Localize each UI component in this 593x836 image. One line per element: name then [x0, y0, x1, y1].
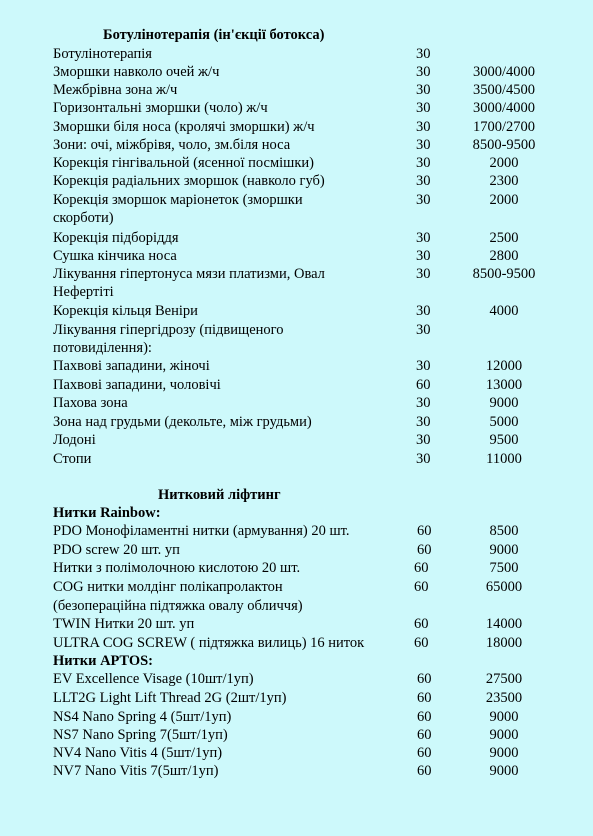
service-name: NS7 Nano Spring 7(5шт/1уп)	[53, 727, 228, 743]
service-name: Лікування гіпертонуса мязи платизми, Овал Нефертіті	[53, 266, 325, 300]
duration-minutes: 60	[416, 377, 431, 393]
service-name: Стопи	[53, 451, 92, 467]
duration-minutes: 30	[416, 46, 431, 62]
service-name: EV Excellence Visage (10шт/1уп)	[53, 671, 254, 687]
duration-minutes: 30	[416, 64, 431, 80]
service-price: 12000	[485, 358, 523, 374]
duration-minutes: 60	[417, 727, 432, 743]
service-name: NV4 Nano Vitis 4 (5шт/1уп)	[53, 745, 223, 761]
service-price: 8500	[489, 523, 519, 539]
service-name: ULTRA COG SCREW ( підтяжка вилиць) 16 ниток	[53, 635, 365, 651]
service-price: 3000/4000	[472, 64, 536, 80]
service-name: Ботулінотерапія	[53, 46, 152, 62]
duration-minutes: 60	[414, 579, 429, 595]
threads-section-title: Нитковий ліфтинг	[158, 487, 281, 503]
service-name: Пахвові западини, жіночі	[53, 358, 210, 374]
service-price: 9500	[489, 432, 519, 448]
service-name: Пахвові западини, чоловічі	[53, 377, 221, 393]
duration-minutes: 60	[414, 560, 429, 576]
duration-minutes: 30	[416, 82, 431, 98]
service-price: 9000	[489, 709, 519, 725]
duration-minutes: 30	[416, 155, 431, 171]
duration-minutes: 60	[417, 709, 432, 725]
service-name: Межбрівна зона ж/ч	[53, 82, 178, 98]
duration-minutes: 30	[416, 322, 431, 338]
service-price: 7500	[489, 560, 519, 576]
duration-minutes: 30	[416, 192, 431, 208]
service-name: Горизонтальні зморшки (чоло) ж/ч	[53, 100, 268, 116]
service-price: 8500-9500	[472, 137, 536, 153]
service-name: NS4 Nano Spring 4 (5шт/1уп)	[53, 709, 232, 725]
duration-minutes: 30	[416, 303, 431, 319]
service-name: Корекція радіальних зморшок (навколо губ)	[53, 173, 325, 189]
botox-section-title: Ботулінотерапія (ін'єкції ботокса)	[103, 27, 325, 43]
service-name: TWIN Нитки 20 шт. уп	[53, 616, 195, 632]
service-name: Корекція гінгівальной (ясенної посмішки)	[53, 155, 314, 171]
rainbow-subheading: Нитки Rainbow:	[53, 505, 161, 521]
duration-minutes: 30	[416, 414, 431, 430]
service-name: Сушка кінчика носа	[53, 248, 177, 264]
service-price: 14000	[485, 616, 523, 632]
service-name: Корекція кільця Венiри	[53, 303, 198, 319]
duration-minutes: 30	[416, 100, 431, 116]
service-price: 3500/4500	[472, 82, 536, 98]
cog-note: (безопераційна підтяжка овалу обличчя)	[53, 598, 303, 614]
service-price: 2500	[489, 230, 519, 246]
service-price: 3000/4000	[472, 100, 536, 116]
service-price: 9000	[489, 727, 519, 743]
duration-minutes: 30	[416, 230, 431, 246]
aptos-subheading: Нитки APTOS:	[53, 653, 153, 669]
service-price: 9000	[489, 745, 519, 761]
service-name: Нитки з полімолочною кислотою 20 шт.	[53, 560, 301, 576]
duration-minutes: 30	[416, 358, 431, 374]
service-name: PDO screw 20 шт. уп	[53, 542, 180, 558]
service-name: NV7 Nano Vitis 7(5шт/1уп)	[53, 763, 219, 779]
service-price: 18000	[485, 635, 523, 651]
duration-minutes: 30	[416, 266, 431, 282]
duration-minutes: 60	[414, 635, 429, 651]
service-name: Зони: очі, міжбрівя, чоло, зм.біля носа	[53, 137, 291, 153]
service-name: Пахова зона	[53, 395, 128, 411]
service-price: 2800	[489, 248, 519, 264]
service-name: Зона над грудьми (декольте, між грудьми)	[53, 414, 312, 430]
service-price: 13000	[485, 377, 523, 393]
duration-minutes: 30	[416, 137, 431, 153]
service-price: 1700/2700	[472, 119, 536, 135]
service-price: 4000	[489, 303, 519, 319]
duration-minutes: 30	[416, 432, 431, 448]
service-price: 2300	[489, 173, 519, 189]
service-price: 9000	[489, 763, 519, 779]
service-price: 11000	[486, 451, 522, 467]
duration-minutes: 60	[417, 690, 432, 706]
service-name: LLT2G Light Lift Thread 2G (2шт/1уп)	[53, 690, 287, 706]
service-name: Зморшки біля носа (кролячі зморшки) ж/ч	[53, 119, 315, 135]
service-name: Зморшки навколо очей ж/ч	[53, 64, 220, 80]
duration-minutes: 30	[416, 395, 431, 411]
duration-minutes: 30	[416, 173, 431, 189]
duration-minutes: 30	[416, 451, 431, 467]
service-name: Корекція зморшок маріонеток (зморшки скорботи)	[53, 192, 303, 226]
duration-minutes: 60	[417, 763, 432, 779]
service-price: 2000	[489, 155, 519, 171]
service-price: 65000	[485, 579, 523, 595]
service-price: 27500	[485, 671, 523, 687]
duration-minutes: 30	[416, 119, 431, 135]
service-name: Корекція підборіддя	[53, 230, 179, 246]
service-price: 23500	[485, 690, 523, 706]
service-name: PDO Монофіламентні нитки (армування) 20 шт.	[53, 523, 350, 539]
service-price: 5000	[489, 414, 519, 430]
duration-minutes: 30	[416, 248, 431, 264]
service-price: 2000	[489, 192, 519, 208]
service-name: Лодоні	[53, 432, 96, 448]
duration-minutes: 60	[417, 542, 432, 558]
service-price: 8500-9500	[472, 266, 536, 282]
service-name: COG нитки молдінг полікапролактон	[53, 579, 283, 595]
duration-minutes: 60	[417, 745, 432, 761]
service-name: Лікування гіпергідрозу (підвищеного потовиділення):	[53, 322, 284, 356]
duration-minutes: 60	[414, 616, 429, 632]
duration-minutes: 60	[417, 523, 432, 539]
duration-minutes: 60	[417, 671, 432, 687]
service-price: 9000	[489, 395, 519, 411]
service-price: 9000	[489, 542, 519, 558]
